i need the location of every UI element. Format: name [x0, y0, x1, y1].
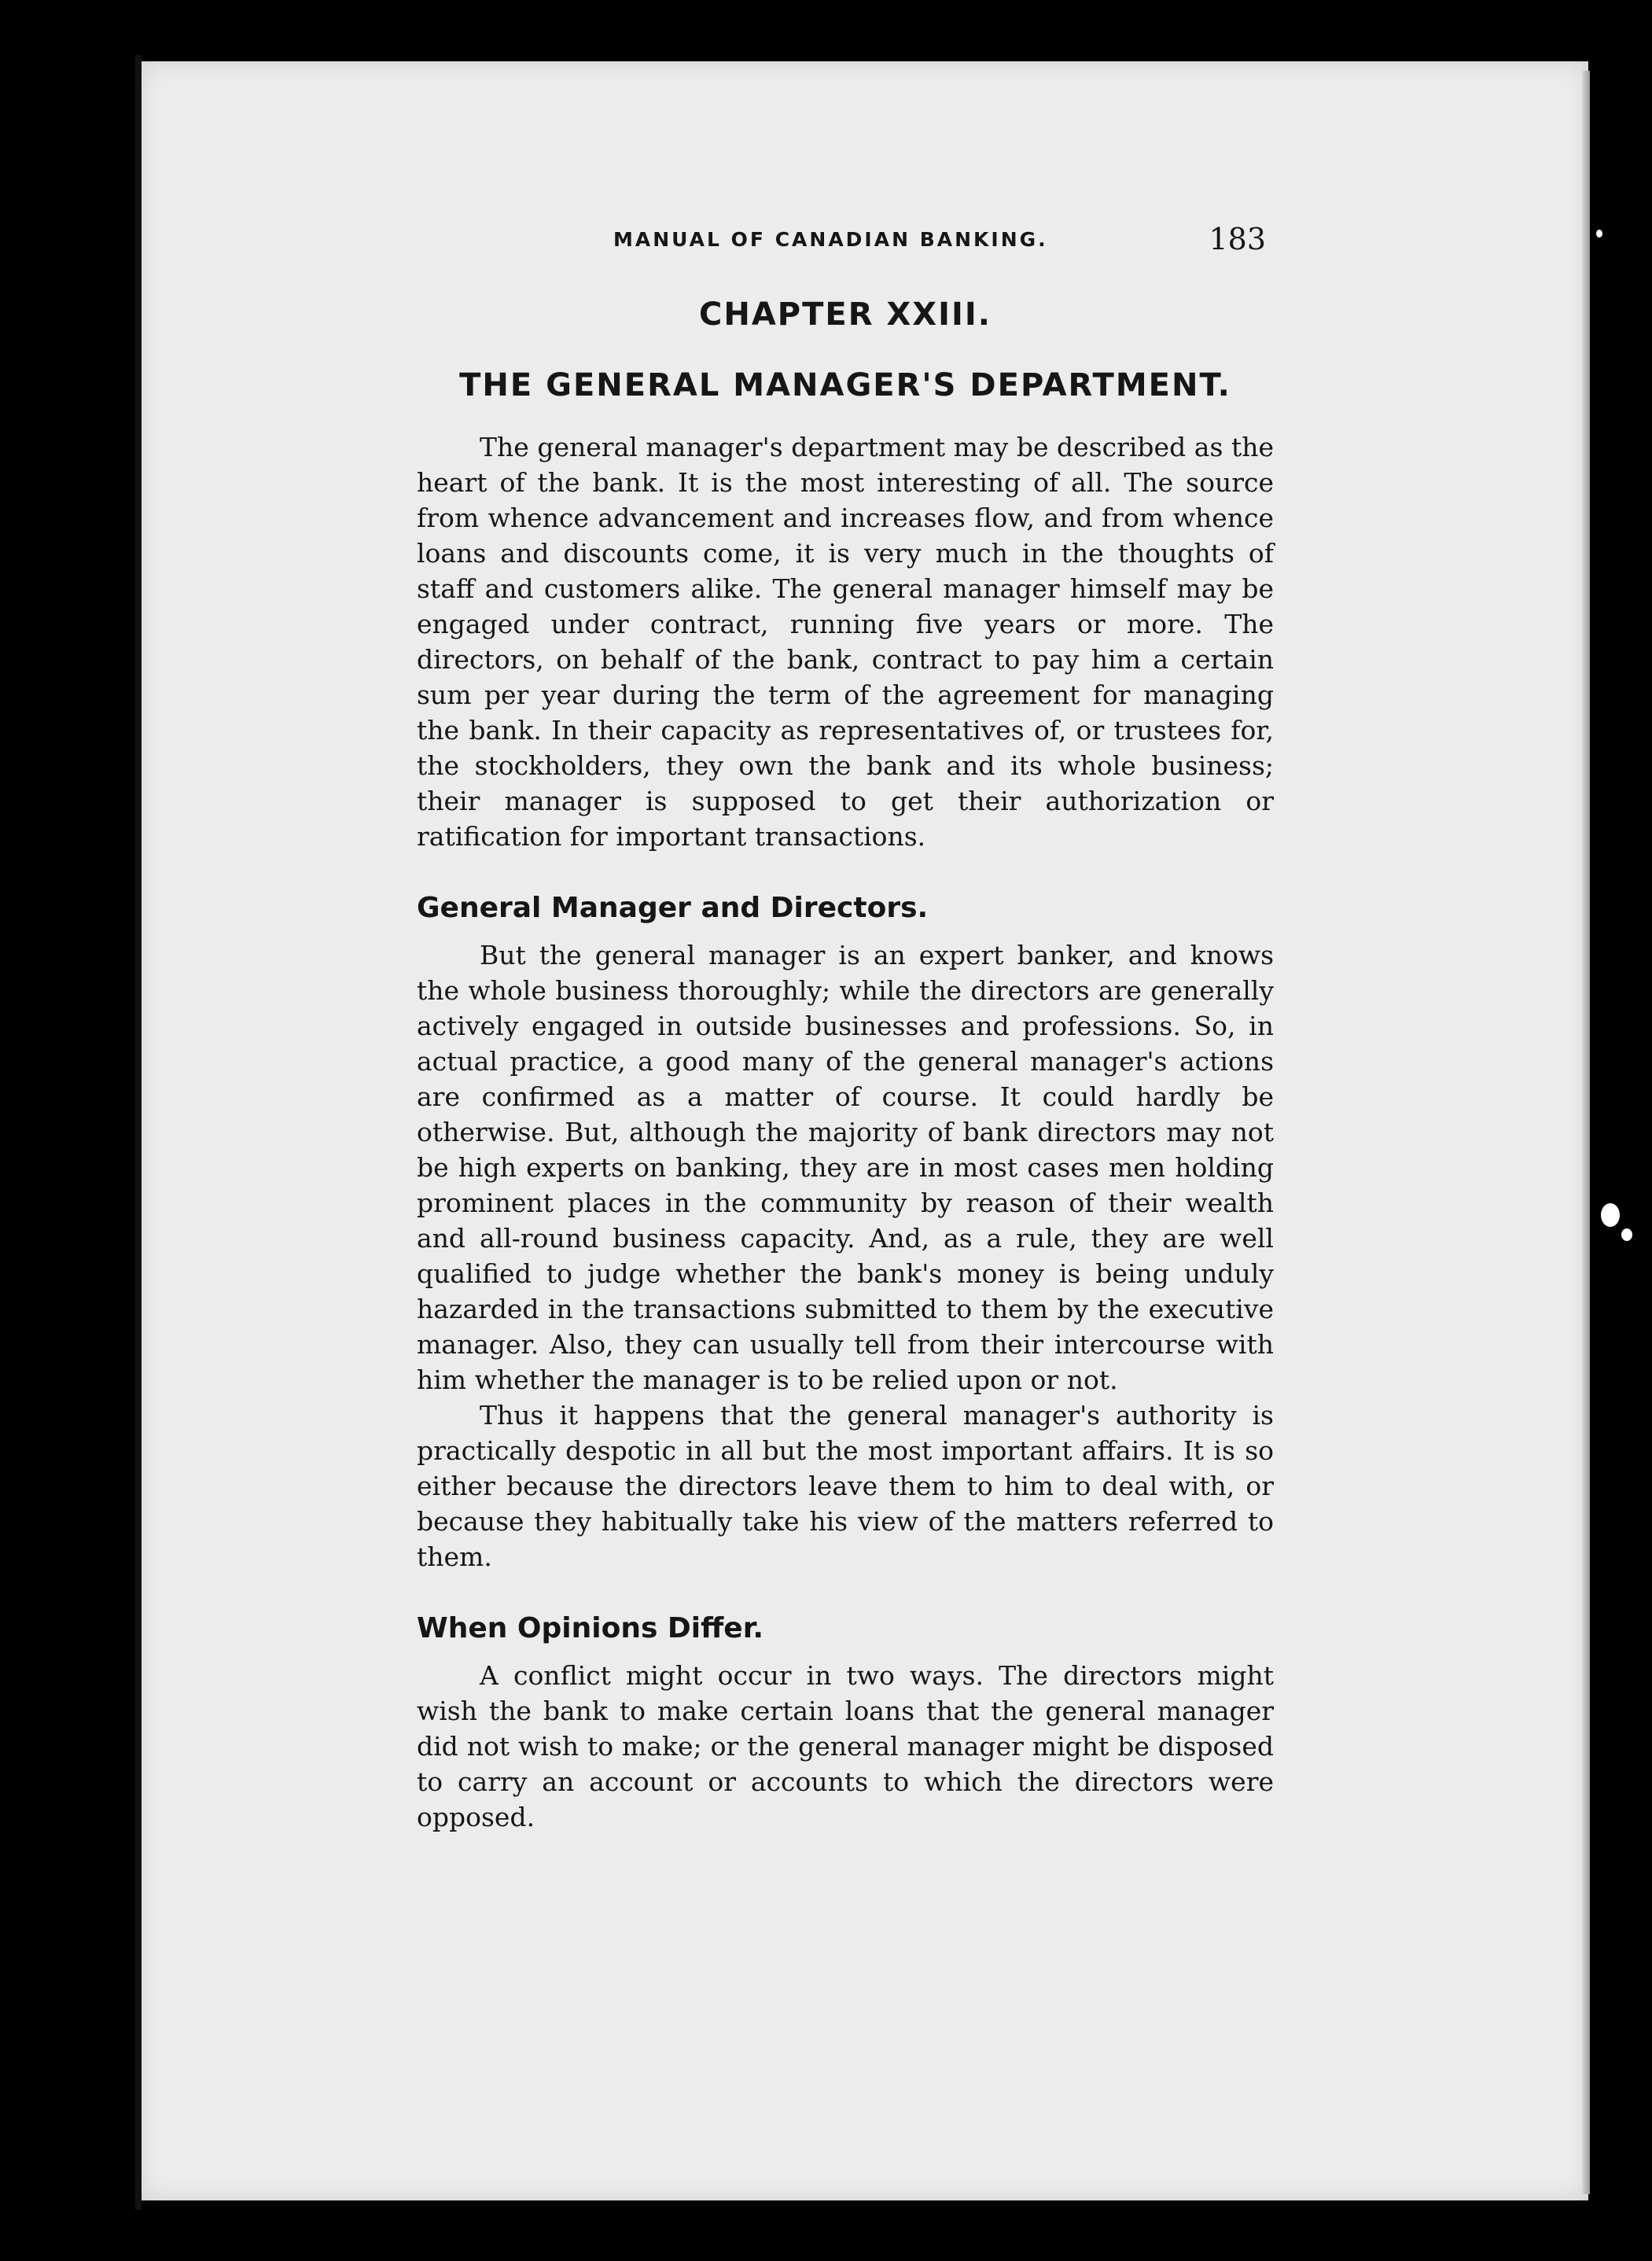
scan-speck	[1621, 1228, 1632, 1241]
section1-paragraph-2: Thus it happens that the general manager's authority is practically despotic in all but the most important affairs. It is so either because the directors leave them to him to deal with, or because they habitually take his view of the matters referred to them.	[417, 1400, 1274, 1572]
running-title: MANUAL OF CANADIAN BANKING.	[613, 228, 1048, 251]
scan-speck	[1601, 1203, 1620, 1227]
chapter-title: THE GENERAL MANAGER'S DEPARTMENT.	[459, 367, 1231, 403]
page-right-edge	[1582, 71, 1590, 2194]
page-number: 183	[1209, 222, 1266, 256]
section-heading-general-manager-and-directors: General Manager and Directors.	[417, 892, 929, 924]
chapter-number: CHAPTER XXIII.	[699, 296, 992, 333]
page-gutter-line	[135, 55, 142, 2210]
intro-paragraph: The general manager's department may be described as the heart of the bank. It is the most interesting of all. The source from whence advancement and increases flow, and from whence loans and discounts come, it is very much in the thoughts of staff and customers alike. The general manager himself may be engaged under contract, running five years or more. The directors, on behalf of the bank, contract to pay him a certain sum per year during the term of the agreement for managing the bank. In their capacity as representatives of, or trustees for, the stockholders, they own the bank and its whole business; their manager is supposed to get their authorization or ratification for important transactions.	[417, 432, 1274, 852]
scan-speck	[1596, 230, 1602, 238]
section2-paragraph-1: A conflict might occur in two ways. The directors might wish the bank to make certain loans that the general manager did not wish to make; or the general manager might be disposed to carry an account or accounts to which the directors were opposed.	[417, 1660, 1274, 1832]
section-heading-when-opinions-differ: When Opinions Differ.	[417, 1612, 764, 1644]
running-head	[417, 212, 1274, 260]
page-content	[417, 212, 1274, 1835]
section1-paragraph-1: But the general manager is an expert banker, and knows the whole business thoroughly; while the directors are generally actively engaged in outside businesses and professions. So, in actual practice, a good many of the general manager's actions are confirmed as a matter of course. It could hardly be otherwise. But, although the majority of bank directors may not be high experts on banking, they are in most cases men holding prominent places in the community by reason of their wealth and all-round business capacity. And, as a rule, they are well qualified to judge whether the bank's money is being unduly hazarded in the transactions submitted to them by the executive manager. Also, they can usually tell from their intercourse with him whether the manager is to be relied upon or not.	[417, 940, 1274, 1395]
